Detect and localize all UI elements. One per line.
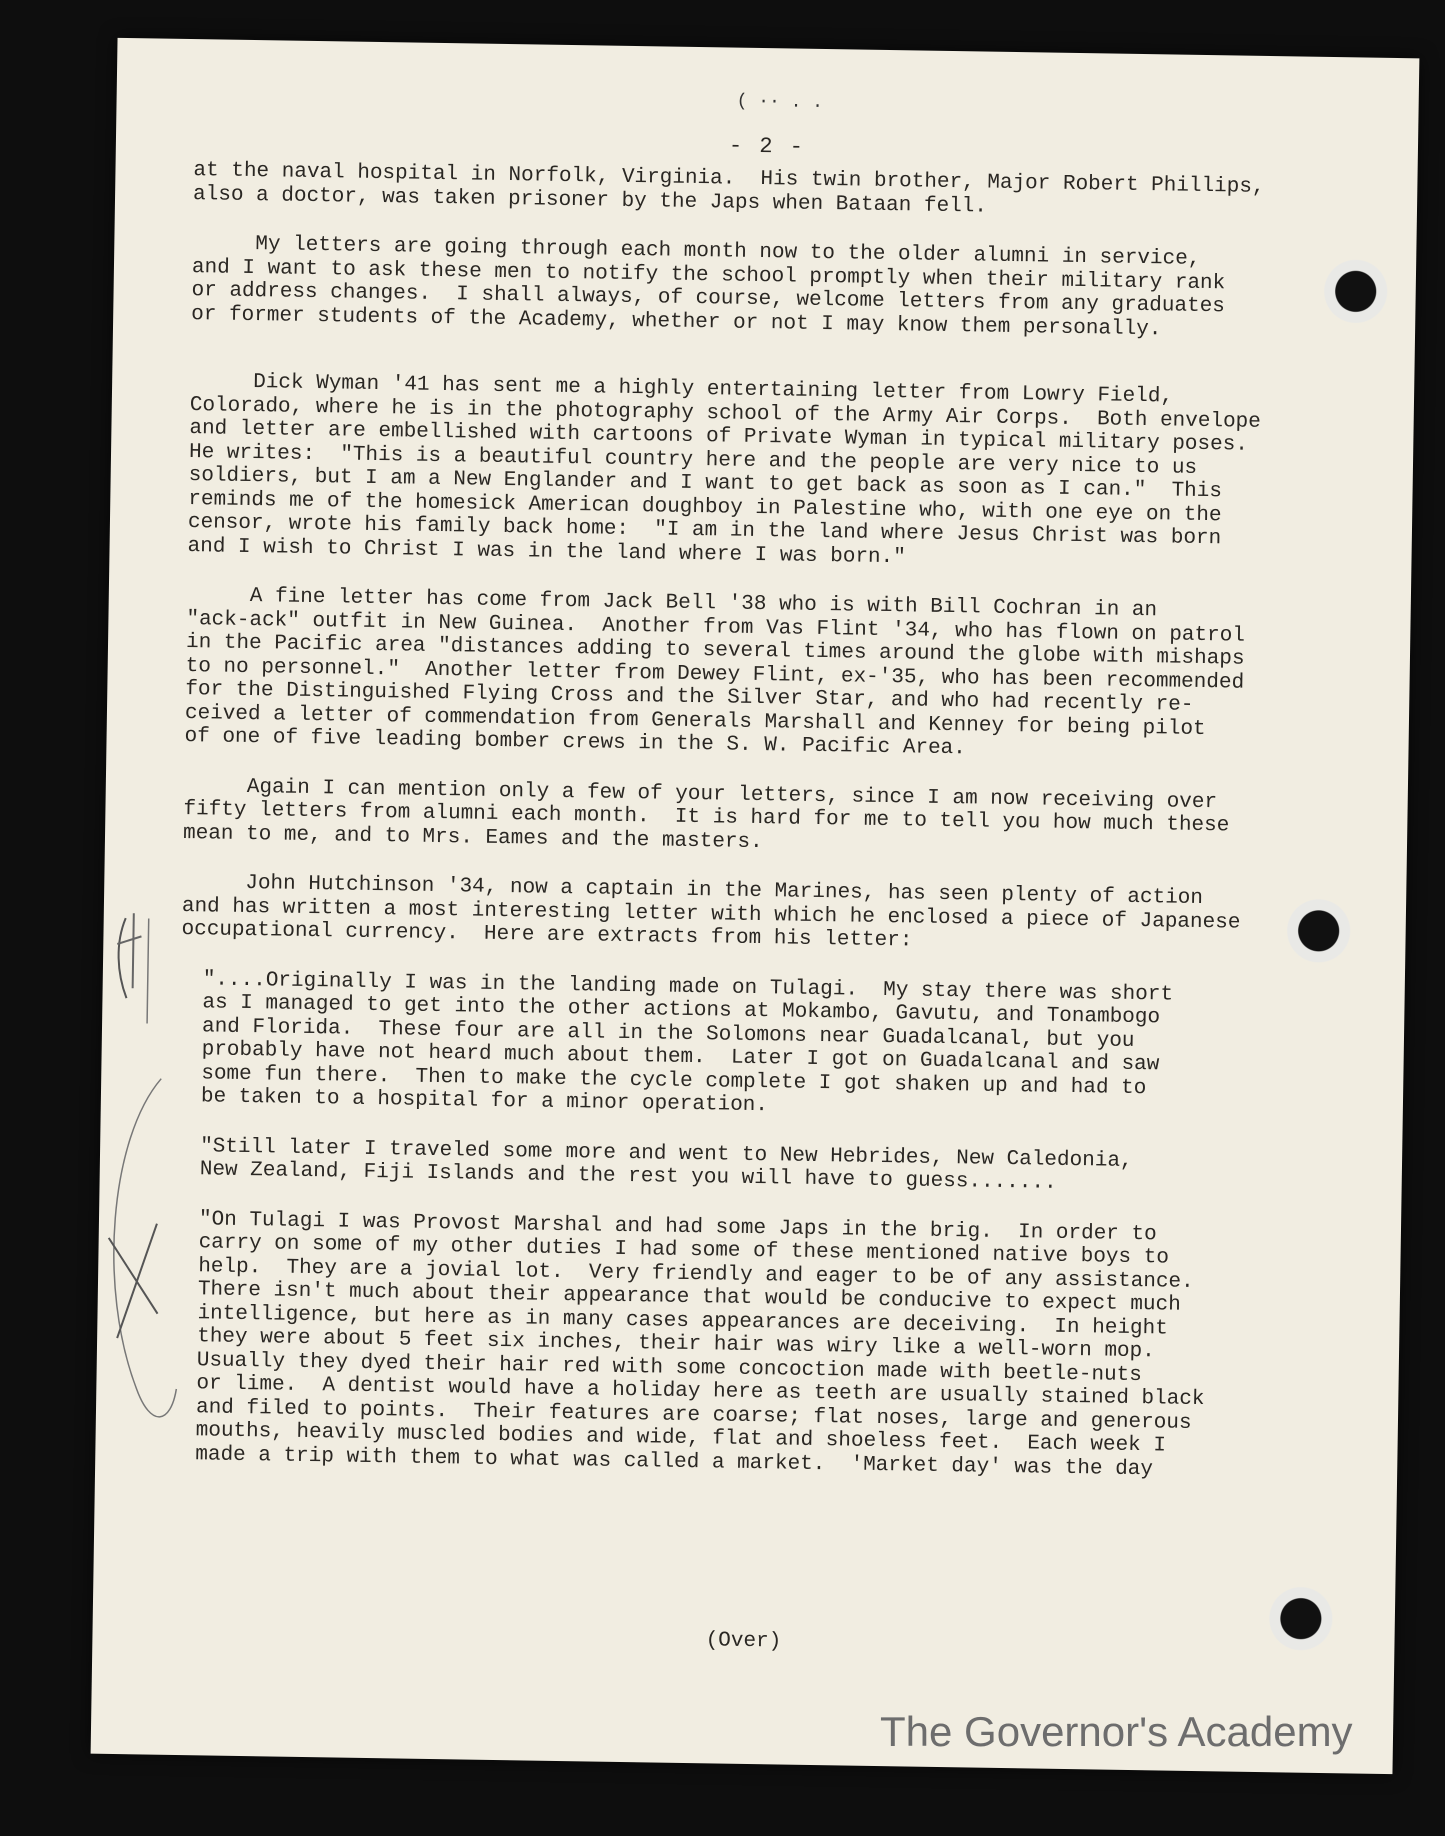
letter-body <box>173 159 1309 1509</box>
paragraph: A fine letter has come from Jack Bell '38 who is with Bill Cochran in an "ack-ack" outfit in New Guinea. Another from Vas Flint '34, who has flown on patrol in the Pacific area "distances adding to several times around the globe with mishaps to no personnel." Another letter from Dewey Flint, ex-'35, who has been recommended for the Distinguished Flying Cross and the Silver Star, and who had recently re- ceived a letter of commendation from Generals Marshall and Kenney for being pilot of one of five leading bomber crews in the S. W. Pacific Area. <box>184 584 1246 761</box>
watermark-text: The Governor's Academy <box>880 1708 1353 1755</box>
paragraph: at the naval hospital in Norfolk, Virginia. His twin brother, Major Robert Phillips, also a doctor, was taken prisoner by the Japs when Bataan fell. <box>192 159 1265 219</box>
page-number: - 2 - <box>728 133 806 160</box>
quoted-extract: "....Originally I was in the landing made on Tulagi. My stay there was short as I managed to get into the other actions at Mokambo, Gavutu, and Tonambogo and Florida. These four are all in the Solomons near Guadalcanal, but you probably have not heard much about them. Later I got on Guadalcanal and saw some fun there. Then to make the cycle complete I got shaken up and had to be taken to a hospital for a minor operation. <box>200 967 1174 1118</box>
page-footer: (Over) <box>705 1629 782 1654</box>
paragraph: Dick Wyman '41 has sent me a highly entertaining letter from Lowry Field, Colorado, where he is in the photography school of the Army Air Corps. Both envelope and letter are embellished with cartoons of Private Wyman in typical military poses. He writes: "This is a beautiful country here and the people are very nice to us soldiers, but I am a New Englander and I want to get back as soon as I can." This reminds me of the homesick American doughboy in Palestine who, with one eye on the censor, wrote his family back home: "I am in the land where Jesus Christ was born and I wish to Christ I was in the land where I was born." <box>187 370 1262 569</box>
punch-hole-icon <box>1286 898 1351 963</box>
paragraph: My letters are going through each month now to the older alumni in service, and I want to ask these men to notify the school promptly when their military rank or address changes. I shall always, of course, welcome letters from any graduates or former students of the Academy, whether or not I may know them personally. <box>191 232 1226 341</box>
punch-hole-icon <box>1323 259 1388 324</box>
paragraph: John Hutchinson '34, now a captain in the Marines, has seen plenty of action and has written a most interesting letter with which he enclosed a piece of Japanese occupational currency. Here are extracts from his letter: <box>181 871 1241 953</box>
quoted-extract: "Still later I traveled some more and went to New Hebrides, New Caledonia, New Zealand, Fiji Islands and the rest you will have to guess....... <box>199 1134 1133 1195</box>
document-page <box>91 38 1420 1774</box>
quoted-extract: "On Tulagi I was Provost Marshal and had some Japs in the brig. In order to carry on some of my other duties I had some of these mentioned native boys to help. They are a jovial lot. Very friendly and eager to be of any assistance. There isn't much about their appearance that would be conducive to expect much intelligence, but here as in many cases appearances are deceiving. In height they were about 5 feet six inches, their hair was wiry like a well-worn mop. Usually they dyed their hair red with some concoction made with beetle-nuts or lime. A dentist would have a holiday here as teeth are usually stained black and filed to points. Their features are coarse; flat noses, large and generous mouths, heavily muscled bodies and wide, flat and shoeless feet. Each week I made a trip with them to what was called a market. 'Market day' was the day <box>195 1207 1205 1481</box>
top-marks: ( ·· . . <box>736 91 824 113</box>
paragraph: Again I can mention only a few of your letters, since I am now receiving over fifty letters from alumni each month. It is hard for me to tell you how much these mean to me, and to Mrs. Eames and the masters. <box>182 774 1230 854</box>
